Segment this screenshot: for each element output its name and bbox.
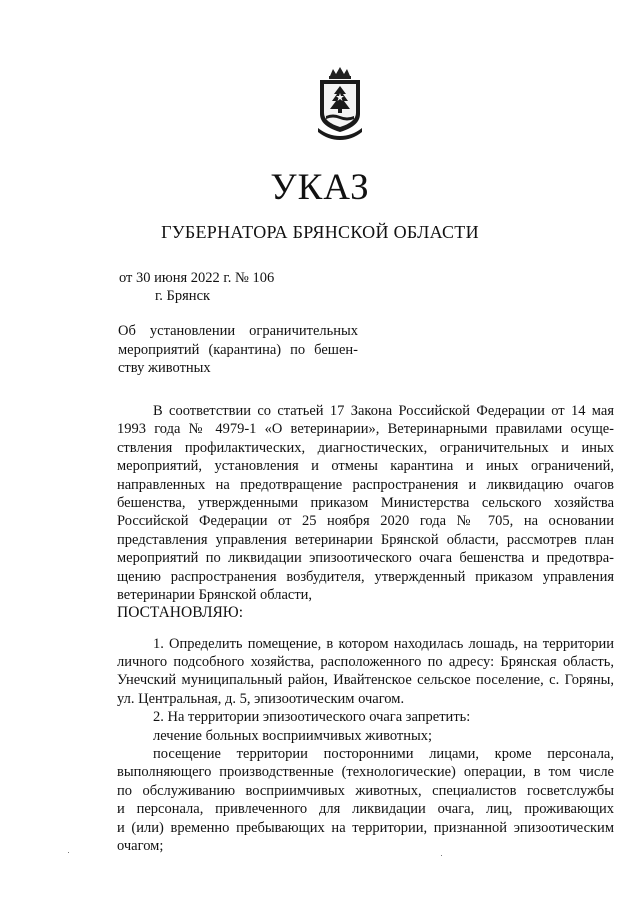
item1-line: Унечский муниципальный район, Ивайтенское сельское поселение, с. Горяны, bbox=[117, 672, 614, 689]
item2-clause-b-line: выполняющего производственные (технологические) операции, в том числе bbox=[117, 764, 614, 781]
item2-clause-a: лечение больных восприимчивых животных; bbox=[153, 727, 432, 744]
city: г. Брянск bbox=[155, 288, 211, 304]
item1-line: 1. Определить помещение, в котором находилась лошадь, на территории bbox=[153, 635, 614, 652]
item1-line: личного подсобного хозяйства, расположенного по адресу: Брянская область, bbox=[117, 654, 614, 671]
item2-clause-b-line: по обслуживанию восприимчивых животных, специалистов госветслужбы bbox=[117, 782, 614, 799]
preamble-line: мероприятий, установления и отмены карантина и иных ограничений, bbox=[117, 458, 614, 475]
preamble-line: представления управления ветеринарии Брянской области, рассмотрев план bbox=[117, 531, 614, 548]
preamble-line: щению распространения возбудителя, утвержденный приказом управления bbox=[117, 568, 614, 585]
coat-of-arms-emblem bbox=[316, 66, 364, 140]
preamble-line: ветеринарии Брянской области, bbox=[117, 586, 313, 603]
item2-clause-b-line: посещение территории посторонними лицами, кроме персонала, bbox=[153, 746, 614, 763]
subject-line: Об установлении ограничительных bbox=[118, 323, 358, 339]
document-subtitle: ГУБЕРНАТОРА БРЯНСКОЙ ОБЛАСТИ bbox=[161, 222, 479, 242]
item2-intro: 2. На территории эпизоотического очага запретить: bbox=[153, 709, 471, 726]
date-and-number: от 30 июня 2022 г. № 106 bbox=[119, 270, 275, 286]
preamble-line: ствления профилактических, диагностических, ограничительных и иных bbox=[117, 439, 614, 456]
preamble-line: Российской Федерации от 25 ноября 2020 года № 705, на основании bbox=[117, 513, 614, 530]
item1-line: ул. Центральная, д. 5, эпизоотическим очагом. bbox=[117, 690, 405, 707]
scan-speck bbox=[441, 855, 442, 856]
paragraph-gap bbox=[117, 623, 614, 635]
subject-line: мероприятий (карантина) по бешен- bbox=[118, 341, 358, 358]
preamble-line: направленных на предотвращение распространения и ликвидацию очагов bbox=[117, 476, 614, 493]
preamble-line: бешенства, утвержденными приказом Министерства сельского хозяйства bbox=[117, 494, 614, 511]
document-title: УКАЗ bbox=[270, 167, 370, 208]
decree-body bbox=[117, 402, 614, 855]
item2-clause-b-line: и персонала, привлеченного для ликвидации очага, лиц, проживающих bbox=[117, 801, 614, 818]
preamble-line: В соответствии со статьей 17 Закона Российской Федерации от 14 мая bbox=[153, 403, 614, 419]
decree-word: ПОСТАНОВЛЯЮ: bbox=[117, 604, 244, 622]
preamble-line: 1993 года № 4979-1 «О ветеринарии», Ветеринарными правилами осуще- bbox=[117, 421, 614, 438]
item2-clause-b-line: очагом; bbox=[117, 837, 164, 854]
subject-line: ству животных bbox=[118, 360, 211, 377]
preamble-line: мероприятий по ликвидации эпизоотического очага бешенства и предотвра- bbox=[117, 550, 614, 567]
scan-speck bbox=[68, 852, 69, 853]
item2-clause-b-line: и (или) временно пребывающих на территории, признанной эпизоотическим bbox=[117, 819, 614, 836]
decree-subject bbox=[118, 322, 358, 378]
